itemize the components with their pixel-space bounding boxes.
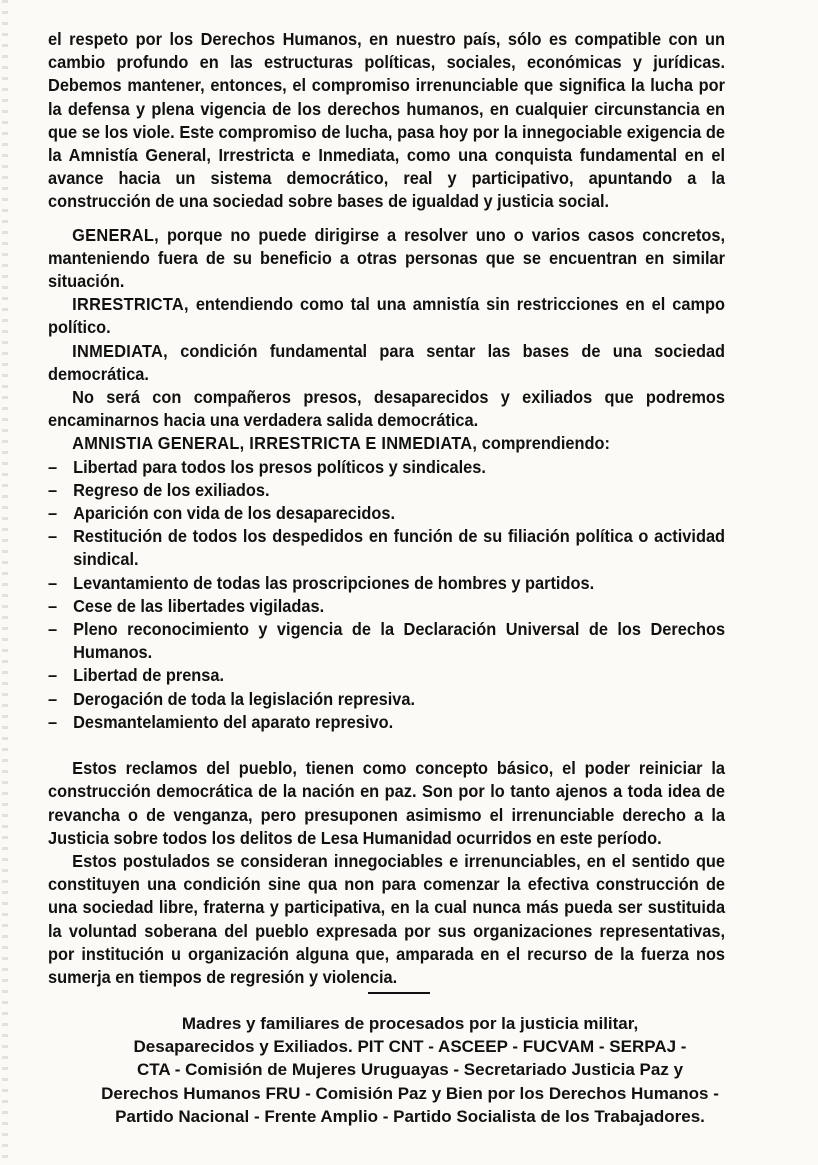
list-dash: – xyxy=(48,595,58,616)
list-item xyxy=(48,595,725,618)
signatory-line: Desaparecidos y Exiliados. PIT CNT - ASCEEP - FUCVAM - SERPAJ - xyxy=(133,1037,687,1057)
list-dash: – xyxy=(48,665,58,686)
demands-list xyxy=(48,456,725,734)
list-dash: – xyxy=(48,503,58,524)
list-item-text: Libertad para todos los presos políticos y sindicales. xyxy=(73,456,486,477)
closing-paragraph: Estos postulados se consideran innegociables e irrenunciables, en el sentido que constituyen una condición sine qua non para comenzar la efectiva construcción de una sociedad libre, fraterna y participativa, en la cual nunca más pueda ser sustituida la voluntad soberana del pueblo expresada por sus organizaciones representativas, por institución u organización alguna que, amparada en el recurso de la fuerza nos sumerja en tiempos de regresión y violencia. xyxy=(48,850,726,987)
section-gap xyxy=(48,734,725,757)
list-item xyxy=(48,572,725,595)
list-dash: – xyxy=(48,526,58,547)
list-item xyxy=(48,456,725,479)
amnesty-text: comprendiendo: xyxy=(477,433,610,454)
list-item-text: Pleno reconocimiento y vigencia de la Declaración Universal de los Derechos Humanos. xyxy=(73,619,726,663)
list-item-text: Regreso de los exiliados. xyxy=(73,479,270,500)
list-item-text: Restitución de todos los despedidos en función de su filiación política o actividad sindical. xyxy=(73,526,726,570)
definition-general xyxy=(48,224,725,294)
list-dash: – xyxy=(48,711,58,732)
definition-term: IRRESTRICTA, xyxy=(72,294,189,315)
definition-inmediata xyxy=(48,340,725,386)
list-item xyxy=(48,664,725,687)
list-item-text: Libertad de prensa. xyxy=(73,665,225,686)
list-item-text: Levantamiento de todas las proscripciones de hombres y partidos. xyxy=(73,572,595,593)
list-dash: – xyxy=(48,479,58,500)
list-item xyxy=(48,502,725,525)
definition-text: porque no puede dirigirse a resolver uno o varios casos concretos, manteniendo fuera de su beneficio a otras personas que se encuentran en similar situación. xyxy=(48,224,726,292)
list-item-text: Derogación de toda la legislación represiva. xyxy=(73,688,416,709)
definition-term: INMEDIATA, xyxy=(72,340,168,361)
list-item-text: Cese de las libertades vigiladas. xyxy=(73,595,325,616)
list-item xyxy=(48,525,725,571)
list-dash: – xyxy=(48,688,58,709)
amnesty-heading xyxy=(48,432,725,455)
list-item xyxy=(48,479,725,502)
document-body xyxy=(48,28,725,989)
signatory-line: Partido Nacional - Frente Amplio - Partido Socialista de los Trabajadores. xyxy=(115,1106,705,1126)
list-item-text: Desmantelamiento del aparato represivo. xyxy=(73,711,394,732)
list-item xyxy=(48,618,725,664)
scan-edge-shadow xyxy=(2,0,8,1165)
signatories-block xyxy=(80,1012,740,1128)
list-dash: – xyxy=(48,619,58,640)
signatory-line: Derechos Humanos FRU - Comisión Paz y Bien por los Derechos Humanos - xyxy=(101,1083,719,1103)
list-item xyxy=(48,711,725,734)
amnesty-term: AMNISTIA GENERAL, IRRESTRICTA E INMEDIATA, xyxy=(72,433,478,454)
definition-text: condición fundamental para sentar las bases de una sociedad democrática. xyxy=(48,340,726,384)
separator-rule xyxy=(368,992,430,994)
list-item-text: Aparición con vida de los desaparecidos. xyxy=(73,503,396,524)
list-dash: – xyxy=(48,572,58,593)
definition-term: GENERAL, xyxy=(72,224,159,245)
closing-paragraph: Estos reclamos del pueblo, tienen como concepto básico, el poder reiniciar la construcción democrática de la nación en paz. Son por lo tanto ajenos a toda idea de revancha o de venganza, pero presuponen asimismo el irrenunciable derecho a la Justicia sobre todos los delitos de Lesa Humanidad ocurridos en este período. xyxy=(48,758,726,848)
intro-paragraph: el respeto por los Derechos Humanos, en nuestro país, sólo es compatible con un cambio profundo en las estructuras políticas, sociales, económicas y jurídicas. Debemos mantener, entonces, el compromiso irrenunciable que significa la lucha por la defensa y plena vigencia de los derechos humanos, en cualquier circunstancia en que se los viole. Este compromiso de lucha, pasa hoy por la innegociable exigencia de la Amnistía General, Irrestricta e Inmediata, como una conquista fundamental en el avance hacia un sistema democrático, real y participativo, apuntando a la construcción de una sociedad sobre bases de igualdad y justicia social. xyxy=(48,29,726,212)
prisoners-paragraph: No será con compañeros presos, desaparecidos y exiliados que podremos encaminarnos hacia una verdadera salida democrática. xyxy=(48,387,726,431)
definition-text: entendiendo como tal una amnistía sin restricciones en el campo político. xyxy=(48,294,726,338)
definition-irrestricta xyxy=(48,293,725,339)
list-dash: – xyxy=(48,456,58,477)
signatory-line: Madres y familiares de procesados por la justicia militar, xyxy=(181,1014,639,1033)
signatory-line: CTA - Comisión de Mujeres Uruguayas - Secretariado Justicia Paz y xyxy=(136,1060,684,1080)
list-item xyxy=(48,688,725,711)
